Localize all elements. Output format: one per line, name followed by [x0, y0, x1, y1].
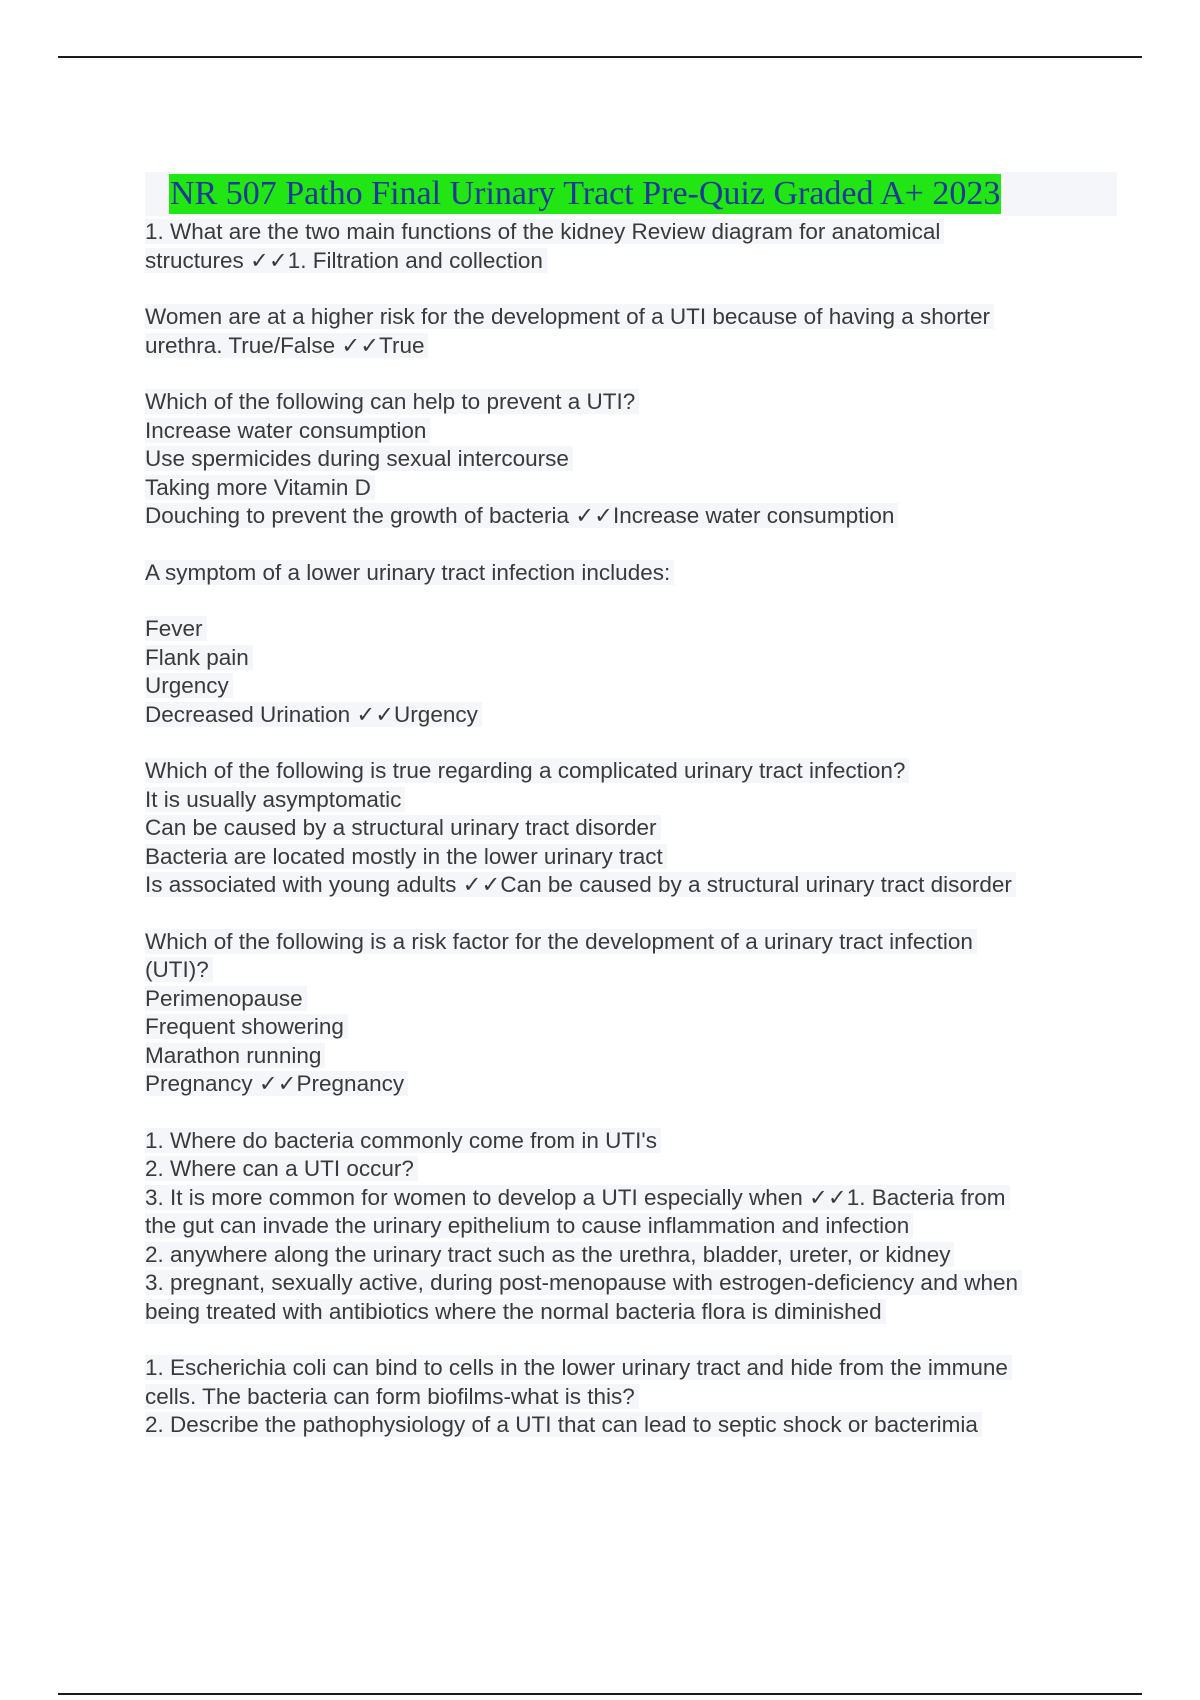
- line-text: 2. Describe the pathophysiology of a UTI that can lead to septic shock or bacterimia: [145, 1412, 982, 1437]
- text-line: [145, 218, 1095, 247]
- text-line: [145, 1212, 1095, 1241]
- line-text: (UTI)?: [145, 957, 213, 982]
- text-line: [145, 701, 1095, 730]
- qa-block: [145, 388, 1095, 531]
- line-text: 2. Where can a UTI occur?: [145, 1156, 418, 1181]
- document-body: [145, 172, 1095, 1440]
- line-text: Decreased Urination ✓✓Urgency: [145, 702, 482, 727]
- qa-block: [145, 615, 1095, 729]
- text-line: [145, 303, 1095, 332]
- line-text: Bacteria are located mostly in the lower urinary tract: [145, 844, 667, 869]
- text-line: [145, 1127, 1095, 1156]
- line-text: 2. anywhere along the urinary tract such as the urethra, bladder, ureter, or kidney: [145, 1242, 954, 1267]
- text-line: [145, 786, 1095, 815]
- text-line: [145, 644, 1095, 673]
- text-line: [145, 1298, 1095, 1327]
- header-rule: [58, 56, 1142, 58]
- line-text: structures ✓✓1. Filtration and collection: [145, 248, 547, 273]
- line-text: being treated with antibiotics where the normal bacteria flora is diminished: [145, 1299, 886, 1324]
- text-line: [145, 1411, 1095, 1440]
- line-text: Douching to prevent the growth of bacteria ✓✓Increase water consumption: [145, 503, 898, 528]
- footer-rule: [58, 1693, 1142, 1695]
- line-text: A symptom of a lower urinary tract infection includes:: [145, 560, 674, 585]
- line-text: Urgency: [145, 673, 233, 698]
- qa-blocks: [145, 218, 1095, 1440]
- line-text: Pregnancy ✓✓Pregnancy: [145, 1071, 408, 1096]
- text-line: [145, 474, 1095, 503]
- line-text: It is usually asymptomatic: [145, 787, 405, 812]
- text-line: [145, 559, 1095, 588]
- document-title: NR 507 Patho Final Urinary Tract Pre-Quiz Graded A+ 2023: [170, 175, 1001, 212]
- line-text: Use spermicides during sexual intercourse: [145, 446, 573, 471]
- line-text: cells. The bacteria can form biofilms-what is this?: [145, 1384, 639, 1409]
- line-text: Women are at a higher risk for the development of a UTI because of having a shorter: [145, 304, 994, 329]
- qa-block: [145, 1127, 1095, 1327]
- line-text: 3. pregnant, sexually active, during post-menopause with estrogen-deficiency and when: [145, 1270, 1022, 1295]
- text-line: [145, 1383, 1095, 1412]
- text-line: [145, 1070, 1095, 1099]
- line-text: 3. It is more common for women to develop a UTI especially when ✓✓1. Bacteria from: [145, 1185, 1010, 1210]
- text-line: [145, 1013, 1095, 1042]
- text-line: [145, 417, 1095, 446]
- text-line: [145, 928, 1095, 957]
- qa-block: [145, 928, 1095, 1099]
- line-text: Fever: [145, 616, 207, 641]
- text-line: [145, 388, 1095, 417]
- text-line: [145, 615, 1095, 644]
- text-line: [145, 247, 1095, 276]
- text-line: [145, 1241, 1095, 1270]
- text-line: [145, 1354, 1095, 1383]
- line-text: 1. Where do bacteria commonly come from in UTI's: [145, 1128, 661, 1153]
- line-text: Can be caused by a structural urinary tract disorder: [145, 815, 661, 840]
- line-text: Is associated with young adults ✓✓Can be caused by a structural urinary tract disorder: [145, 872, 1016, 897]
- text-line: [145, 1184, 1095, 1213]
- text-line: [145, 1155, 1095, 1184]
- qa-block: [145, 757, 1095, 900]
- text-line: [145, 985, 1095, 1014]
- line-text: 1. What are the two main functions of the kidney Review diagram for anatomical: [145, 219, 944, 244]
- qa-block: [145, 559, 1095, 588]
- line-text: Which of the following can help to prevent a UTI?: [145, 389, 639, 414]
- text-line: [145, 332, 1095, 361]
- line-text: Taking more Vitamin D: [145, 475, 375, 500]
- line-text: Which of the following is a risk factor for the development of a urinary tract infection: [145, 929, 977, 954]
- line-text: urethra. True/False ✓✓True: [145, 333, 428, 358]
- text-line: [145, 1042, 1095, 1071]
- line-text: Frequent showering: [145, 1014, 348, 1039]
- line-text: Which of the following is true regarding a complicated urinary tract infection?: [145, 758, 909, 783]
- text-line: [145, 814, 1095, 843]
- line-text: Perimenopause: [145, 986, 307, 1011]
- line-text: Marathon running: [145, 1043, 325, 1068]
- line-text: Flank pain: [145, 645, 253, 670]
- text-line: [145, 672, 1095, 701]
- line-text: 1. Escherichia coli can bind to cells in the lower urinary tract and hide from the immune: [145, 1355, 1012, 1380]
- qa-block: [145, 303, 1095, 360]
- text-line: [145, 445, 1095, 474]
- title-row: [145, 172, 1117, 216]
- qa-block: [145, 1354, 1095, 1440]
- line-text: Increase water consumption: [145, 418, 430, 443]
- text-line: [145, 956, 1095, 985]
- text-line: [145, 843, 1095, 872]
- line-text: the gut can invade the urinary epithelium to cause inflammation and infection: [145, 1213, 913, 1238]
- qa-block: [145, 218, 1095, 275]
- text-line: [145, 757, 1095, 786]
- text-line: [145, 502, 1095, 531]
- text-line: [145, 1269, 1095, 1298]
- text-line: [145, 871, 1095, 900]
